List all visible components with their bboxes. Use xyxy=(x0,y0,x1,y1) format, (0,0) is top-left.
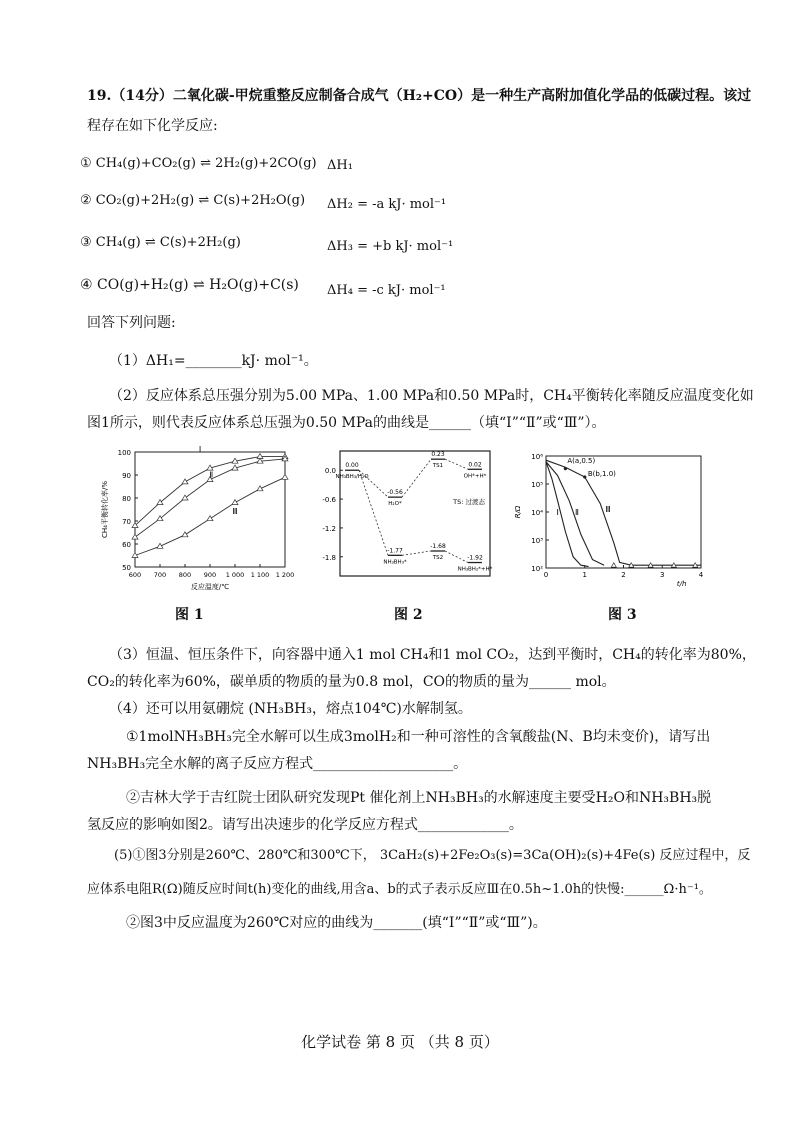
fig3-annotation-a: A(a,0.5) xyxy=(567,457,596,465)
fig1-series-label: Ⅲ xyxy=(232,507,238,517)
fig3-xtick-label: 3 xyxy=(660,571,665,579)
fig3-annotation-b: B(b,1.0) xyxy=(587,470,616,479)
fig2-state-label: NH₃BH₃/H₂O xyxy=(335,474,369,481)
reaction-4 xyxy=(80,276,299,294)
q2-line1: （2）反应体系总压强分别为5.00 MPa、1.00 MPa和0.50 MPa时，CH₄平衡转化率随反应温度变化如 xyxy=(109,388,754,404)
figure-3-caption: 图 3 xyxy=(608,607,637,623)
q5-1-line1: (5)①图3分别是260℃、280℃和300℃下， 3CaH₂(s)+2Fe₂O₃(s)=3Ca(OH)₂(s)+4Fe(s) 反应过程中，反 xyxy=(114,848,751,863)
figure-1-caption: 图 1 xyxy=(175,607,204,623)
fig3-series-line xyxy=(546,462,589,567)
fig3-xlabel: t/h xyxy=(676,580,687,588)
fig2-ytick-label: -1.2 xyxy=(322,524,336,533)
reaction-3 xyxy=(80,234,241,252)
fig3-ylabel: R/Ω xyxy=(514,505,522,519)
fig1-point xyxy=(132,534,138,539)
fig1-point xyxy=(232,500,238,505)
reaction-1-enthalpy: ΔH₁ xyxy=(327,158,353,173)
q5-1-line2: 应体系电阻R(Ω)随反应时间t(h)变化的曲线,用含a、b的式子表示反应Ⅲ在0.5h~1.0h的快慢:______Ω·h⁻¹。 xyxy=(87,882,712,897)
fig2-energy-label: 0.23 xyxy=(431,451,445,459)
fig2-energy-label: 0.02 xyxy=(468,461,482,469)
fig2-connector xyxy=(359,470,388,555)
q2-line2: 图1所示，则代表反应体系总压强为0.50 MPa的曲线是______（填“Ⅰ”“Ⅱ”或“Ⅲ”）。 xyxy=(87,415,606,431)
fig1-ytick-label: 80 xyxy=(122,495,131,503)
fig3-plot-frame xyxy=(546,456,701,568)
fig3-ytick-label: 10² xyxy=(531,565,543,573)
fig2-ytick-label: -1.8 xyxy=(322,553,336,562)
fig1-series-label: Ⅱ xyxy=(209,470,214,480)
fig2-state-label: NH₃BH₂*+H* xyxy=(457,566,493,573)
fig3-series-line xyxy=(546,460,701,565)
fig1-xtick-label: 700 xyxy=(153,571,167,579)
question-intro-line1: 19.（14分）二氧化碳-甲烷重整反应制备合成气（H₂+CO）是一种生产高附加值化学品的低碳过程。该过 xyxy=(87,88,752,104)
fig2-legend: TS: 过渡态 xyxy=(453,497,485,506)
reaction-2 xyxy=(80,192,305,210)
fig3-series-label: Ⅲ xyxy=(605,505,611,514)
figure-2-chart xyxy=(310,445,500,595)
reaction-3-enthalpy: ΔH₃ = +b kJ· mol⁻¹ xyxy=(327,239,454,254)
fig3-xtick-label: 0 xyxy=(543,571,549,579)
fig3-series-label: Ⅰ xyxy=(556,507,559,517)
reaction-1-equation: CH₄(g)+CO₂(g) ⇌ 2H₂(g)+2CO(g) xyxy=(95,156,317,171)
answer-prompt: 回答下列问题: xyxy=(87,315,176,331)
q1-text: （1）ΔH₁=________kJ· mol⁻¹。 xyxy=(109,353,318,369)
q4-1-line1: ①1molNH₃BH₃完全水解可以生成3molH₂和一种可溶性的含氧酸盐(N、B均未变价)，请写出 xyxy=(126,729,711,745)
question-intro-line2: 程存在如下化学反应: xyxy=(87,118,218,134)
fig2-ytick-label: 0.0 xyxy=(324,467,336,476)
fig2-state-label: H₂O* xyxy=(388,501,402,508)
fig2-energy-label: -1.68 xyxy=(430,543,446,550)
reaction-3-equation: CH₄(g) ⇌ C(s)+2H₂(g) xyxy=(95,235,241,250)
fig1-ytick-label: 70 xyxy=(122,518,131,526)
fig3-series-label: Ⅱ xyxy=(575,507,579,517)
fig1-xtick-label: 600 xyxy=(128,571,142,579)
reaction-4-enthalpy: ΔH₄ = -c kJ· mol⁻¹ xyxy=(327,283,446,298)
reaction-1 xyxy=(80,155,317,173)
fig2-connector xyxy=(445,459,468,469)
fig2-energy-label: -1.77 xyxy=(387,547,403,555)
fig1-ytick-label: 100 xyxy=(117,449,131,457)
fig2-energy-label: -1.92 xyxy=(467,554,483,562)
fig1-point xyxy=(282,474,288,479)
reaction-1-label: ① xyxy=(80,156,92,171)
fig1-xtick-label: 1 000 xyxy=(225,571,245,579)
fig3-point-b xyxy=(583,475,586,478)
reaction-2-enthalpy: ΔH₂ = -a kJ· mol⁻¹ xyxy=(327,197,447,212)
fig2-state-label: NH₃BH₃* xyxy=(383,559,407,566)
fig1-ytick-label: 50 xyxy=(122,564,131,572)
fig2-state-label: TS1 xyxy=(432,463,444,470)
fig2-connector xyxy=(445,551,468,563)
figure-1-chart xyxy=(95,440,295,595)
fig1-point xyxy=(182,495,188,500)
reaction-4-label: ④ xyxy=(80,277,93,293)
fig3-point-a xyxy=(564,467,567,470)
fig1-xtick-label: 800 xyxy=(178,571,192,579)
q5-2: ②图3中反应温度为260℃对应的曲线为_______(填“Ⅰ”“Ⅱ”或“Ⅲ”)。 xyxy=(126,915,547,931)
reaction-3-label: ③ xyxy=(80,235,92,250)
fig1-ytick-label: 60 xyxy=(122,541,131,549)
fig1-xtick-label: 1 100 xyxy=(250,571,270,579)
q4-1-line2: NH₃BH₃完全水解的离子反应方程式____________________。 xyxy=(87,756,468,772)
fig2-connector xyxy=(359,470,388,497)
fig2-energy-label: 0.00 xyxy=(345,462,359,470)
fig1-ytick-label: 90 xyxy=(122,472,131,480)
fig3-xtick-label: 4 xyxy=(698,571,704,579)
fig1-point xyxy=(207,516,213,521)
fig1-ylabel: CH₄平衡转化率/% xyxy=(101,481,109,538)
fig1-series-label: Ⅰ xyxy=(198,445,202,454)
fig3-ytick-label: 10³ xyxy=(531,537,543,545)
q3-line1: （3）恒温、恒压条件下，向容器中通入1 mol CH₄和1 mol CO₂，达到平衡时，CH₄的转化率为80%， xyxy=(109,647,756,663)
reaction-4-equation: CO(g)+H₂(g) ⇌ H₂O(g)+C(s) xyxy=(97,277,299,293)
fig3-ytick-label: 10⁶ xyxy=(531,453,543,461)
fig2-ytick-label: -0.6 xyxy=(322,496,336,505)
fig1-xlabel: 反应温度/℃ xyxy=(190,583,230,591)
fig2-connector xyxy=(402,551,431,555)
fig3-point xyxy=(611,563,616,568)
reaction-2-equation: CO₂(g)+2H₂(g) ⇌ C(s)+2H₂O(g) xyxy=(95,193,306,208)
fig2-state-label: OH*+H* xyxy=(463,473,487,480)
fig1-xtick-label: 900 xyxy=(203,571,217,579)
reaction-2-label: ② xyxy=(80,193,92,208)
page-footer: 化学试卷 第 8 页 （共 8 页） xyxy=(301,1033,499,1051)
fig1-point xyxy=(182,479,188,484)
fig2-connector xyxy=(402,459,431,497)
fig2-state-label: TS2 xyxy=(432,555,444,561)
q4-2-line1: ②吉林大学于吉红院士团队研究发现Pt 催化剂上NH₃BH₃的水解速度主要受H₂O和NH₃BH₃脱 xyxy=(126,790,712,806)
fig3-xtick-label: 1 xyxy=(582,571,587,579)
figure-2-caption: 图 2 xyxy=(394,607,423,623)
figure-3-chart xyxy=(510,448,710,594)
q3-line2: CO₂的转化率为60%，碳单质的物质的量为0.8 mol，CO的物质的量为______ mol。 xyxy=(87,674,616,690)
fig3-ytick-label: 10⁴ xyxy=(531,509,543,517)
fig3-xtick-label: 2 xyxy=(621,571,626,579)
fig1-xtick-label: 1 200 xyxy=(275,571,295,579)
fig2-energy-label: -0.56 xyxy=(387,489,403,497)
q4-2-line2: 氢反应的影响如图2。请写出决速步的化学反应方程式_____________。 xyxy=(87,817,523,833)
q4-intro: （4）还可以用氨硼烷 (NH₃BH₃，熔点104℃)水解制氢。 xyxy=(109,701,472,717)
fig1-point xyxy=(182,532,188,537)
fig3-ytick-label: 10⁵ xyxy=(531,481,543,489)
